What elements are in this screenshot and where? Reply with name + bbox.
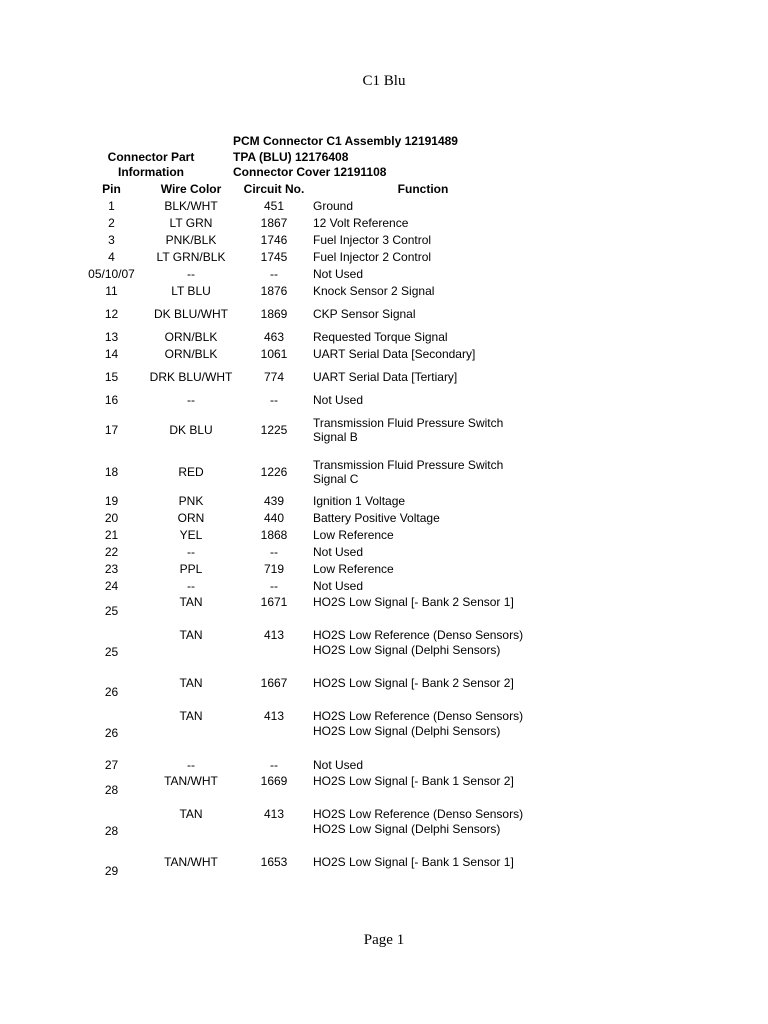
circuit-cell: 413: [263, 709, 285, 723]
function-cell: HO2S Low Reference (Denso Sensors) HO2S Low Signal (Delphi Sensors): [313, 628, 524, 657]
table-row: [80, 855, 533, 888]
circuit-cell: 719: [263, 562, 285, 577]
table-row: [80, 527, 533, 544]
wire-color-cell: --: [187, 545, 195, 560]
pin-cell: 24: [104, 579, 119, 594]
function-cell: UART Serial Data [Secondary]: [313, 347, 476, 362]
pin-cell: 1: [108, 199, 115, 214]
connector-assembly: PCM Connector C1 Assembly 12191489: [233, 134, 458, 148]
wire-color-cell: PNK/BLK: [165, 233, 217, 248]
pin-cell: 25: [104, 604, 119, 619]
table-header-row: [80, 181, 533, 198]
pin-cell: 12: [104, 307, 119, 322]
connector-part-label-line1: Connector Part: [107, 150, 195, 164]
pin-cell: 05/10/07: [88, 267, 135, 282]
connector-tpa: TPA (BLU) 12176408: [233, 149, 349, 164]
pin-cell: 18: [104, 464, 119, 479]
table-row: [80, 198, 533, 215]
circuit-cell: 1867: [260, 216, 288, 231]
wire-color-cell: PNK: [178, 494, 204, 509]
circuit-cell: 1226: [260, 464, 288, 479]
wire-color-cell: LT GRN: [169, 216, 213, 231]
wire-color-cell: ORN/BLK: [164, 330, 218, 345]
table-row: [80, 709, 533, 757]
table-row: [80, 283, 533, 300]
function-cell: CKP Sensor Signal: [313, 307, 416, 322]
circuit-cell: 1669: [260, 774, 288, 788]
table-row: [80, 329, 533, 346]
circuit-cell: 451: [263, 199, 285, 214]
wire-color-cell: DRK BLU/WHT: [149, 370, 233, 385]
circuit-cell: --: [270, 393, 278, 408]
circuit-cell: 1876: [260, 284, 288, 299]
table-row: [80, 774, 533, 807]
circuit-cell: 1746: [260, 233, 288, 248]
wire-color-cell: BLK/WHT: [164, 199, 218, 214]
pin-cell: 17: [104, 422, 119, 437]
circuit-cell: --: [270, 758, 278, 773]
connector-part-info: [233, 134, 458, 181]
wire-color-cell: RED: [178, 464, 204, 479]
function-cell: Not Used: [313, 545, 364, 560]
function-cell: Not Used: [313, 393, 364, 408]
wire-color-cell: TAN: [179, 807, 203, 821]
wire-color-cell: ORN: [177, 511, 205, 526]
pin-cell: 19: [104, 494, 119, 509]
pin-cell: 25: [104, 644, 119, 659]
pin-cell: 23: [104, 562, 119, 577]
function-cell: Not Used: [313, 758, 364, 773]
pin-cell: 2: [108, 216, 115, 231]
table-row: [80, 595, 533, 628]
column-header-function: Function: [397, 182, 449, 197]
connector-part-label-line2: Information: [118, 165, 184, 179]
circuit-cell: 413: [263, 628, 285, 642]
table-row: [80, 346, 533, 363]
table-row: [80, 676, 533, 709]
function-cell: HO2S Low Signal [- Bank 1 Sensor 2]: [313, 774, 514, 788]
circuit-cell: 1868: [260, 528, 288, 543]
circuit-cell: --: [270, 267, 278, 282]
wire-color-cell: TAN/WHT: [164, 774, 218, 788]
wire-color-cell: TAN/WHT: [164, 855, 218, 869]
wire-color-cell: PPL: [179, 562, 203, 577]
wire-color-cell: DK BLU/WHT: [153, 307, 228, 322]
function-cell: Transmission Fluid Pressure Switch Signal B: [313, 415, 504, 444]
circuit-cell: 1869: [260, 307, 288, 322]
table-row: [80, 392, 533, 409]
pin-cell: 3: [108, 233, 115, 248]
circuit-cell: 1745: [260, 250, 288, 265]
page-title: C1 Blu: [362, 73, 406, 89]
pin-cell: 26: [104, 685, 119, 700]
page-number: Page 1: [363, 932, 405, 948]
circuit-cell: --: [270, 579, 278, 594]
table-row: [80, 578, 533, 595]
wire-color-cell: LT GRN/BLK: [156, 250, 226, 265]
wire-color-cell: --: [187, 267, 195, 282]
wire-color-cell: --: [187, 393, 195, 408]
column-header-circuit: Circuit No.: [243, 182, 305, 197]
table-row: [80, 757, 533, 774]
function-cell: HO2S Low Signal [- Bank 1 Sensor 1]: [313, 855, 514, 869]
pin-cell: 28: [104, 783, 119, 798]
function-cell: Requested Torque Signal: [313, 330, 448, 345]
function-cell: Knock Sensor 2 Signal: [313, 284, 435, 299]
pin-cell: 16: [104, 393, 119, 408]
wire-color-cell: TAN: [179, 709, 203, 723]
circuit-cell: 439: [263, 494, 285, 509]
pin-cell: 13: [104, 330, 119, 345]
pinout-rows: [80, 198, 533, 888]
function-cell: HO2S Low Reference (Denso Sensors) HO2S Low Signal (Delphi Sensors): [313, 807, 524, 836]
wire-color-cell: DK BLU: [169, 422, 213, 437]
table-row: [80, 409, 533, 451]
function-cell: 12 Volt Reference: [313, 216, 409, 231]
wire-color-cell: TAN: [179, 595, 203, 609]
wire-color-cell: --: [187, 758, 195, 773]
circuit-cell: 1061: [260, 347, 288, 362]
function-cell: Transmission Fluid Pressure Switch Signal C: [313, 457, 504, 486]
table-row: [80, 215, 533, 232]
column-header-wire-color: Wire Color: [160, 182, 222, 197]
circuit-cell: 440: [263, 511, 285, 526]
wire-color-cell: TAN: [179, 628, 203, 642]
table-row: [80, 232, 533, 249]
pin-cell: 11: [105, 284, 118, 299]
function-cell: Not Used: [313, 267, 364, 282]
pin-cell: 26: [104, 725, 119, 740]
circuit-cell: 413: [263, 807, 285, 821]
circuit-cell: 1653: [260, 855, 288, 869]
table-row: [80, 807, 533, 855]
function-cell: Low Reference: [313, 528, 394, 543]
function-cell: UART Serial Data [Tertiary]: [313, 370, 458, 385]
pin-cell: 21: [104, 528, 119, 543]
table-row: [80, 510, 533, 527]
table-row: [80, 561, 533, 578]
function-cell: Ground: [313, 199, 354, 214]
circuit-cell: 774: [263, 370, 285, 385]
function-cell: Fuel Injector 2 Control: [313, 250, 432, 265]
connector-cover: Connector Cover 12191108: [233, 165, 387, 179]
connector-part-label: [96, 150, 206, 180]
wire-color-cell: YEL: [179, 528, 203, 543]
pin-cell: 28: [104, 823, 119, 838]
pin-cell: 14: [104, 347, 119, 362]
pin-cell: 15: [104, 370, 119, 385]
table-row: [80, 363, 533, 392]
function-cell: Battery Positive Voltage: [313, 511, 440, 526]
pin-cell: 4: [108, 250, 115, 265]
wire-color-cell: ORN/BLK: [164, 347, 218, 362]
function-cell: Low Reference: [313, 562, 394, 577]
pin-cell: 27: [104, 758, 119, 773]
column-header-pin: Pin: [102, 182, 121, 197]
function-cell: HO2S Low Signal [- Bank 2 Sensor 2]: [313, 676, 514, 690]
table-row: [80, 249, 533, 266]
function-cell: HO2S Low Signal [- Bank 2 Sensor 1]: [313, 595, 514, 609]
pinout-table: [80, 181, 533, 888]
function-cell: Not Used: [313, 579, 364, 594]
table-row: [80, 451, 533, 493]
wire-color-cell: --: [187, 579, 195, 594]
circuit-cell: 1225: [260, 422, 288, 437]
wire-color-cell: TAN: [179, 676, 203, 690]
pin-cell: 22: [104, 545, 119, 560]
table-row: [80, 300, 533, 329]
function-cell: HO2S Low Reference (Denso Sensors) HO2S Low Signal (Delphi Sensors): [313, 709, 524, 738]
table-row: [80, 493, 533, 510]
circuit-cell: 1667: [260, 676, 288, 690]
table-row: [80, 628, 533, 676]
pin-cell: 29: [104, 864, 119, 879]
circuit-cell: 463: [263, 330, 285, 345]
circuit-cell: 1671: [260, 595, 288, 609]
pin-cell: 20: [104, 511, 119, 526]
function-cell: Fuel Injector 3 Control: [313, 233, 432, 248]
table-row: [80, 266, 533, 283]
circuit-cell: --: [270, 545, 278, 560]
wire-color-cell: LT BLU: [171, 284, 211, 299]
table-row: [80, 544, 533, 561]
function-cell: Ignition 1 Voltage: [313, 494, 406, 509]
